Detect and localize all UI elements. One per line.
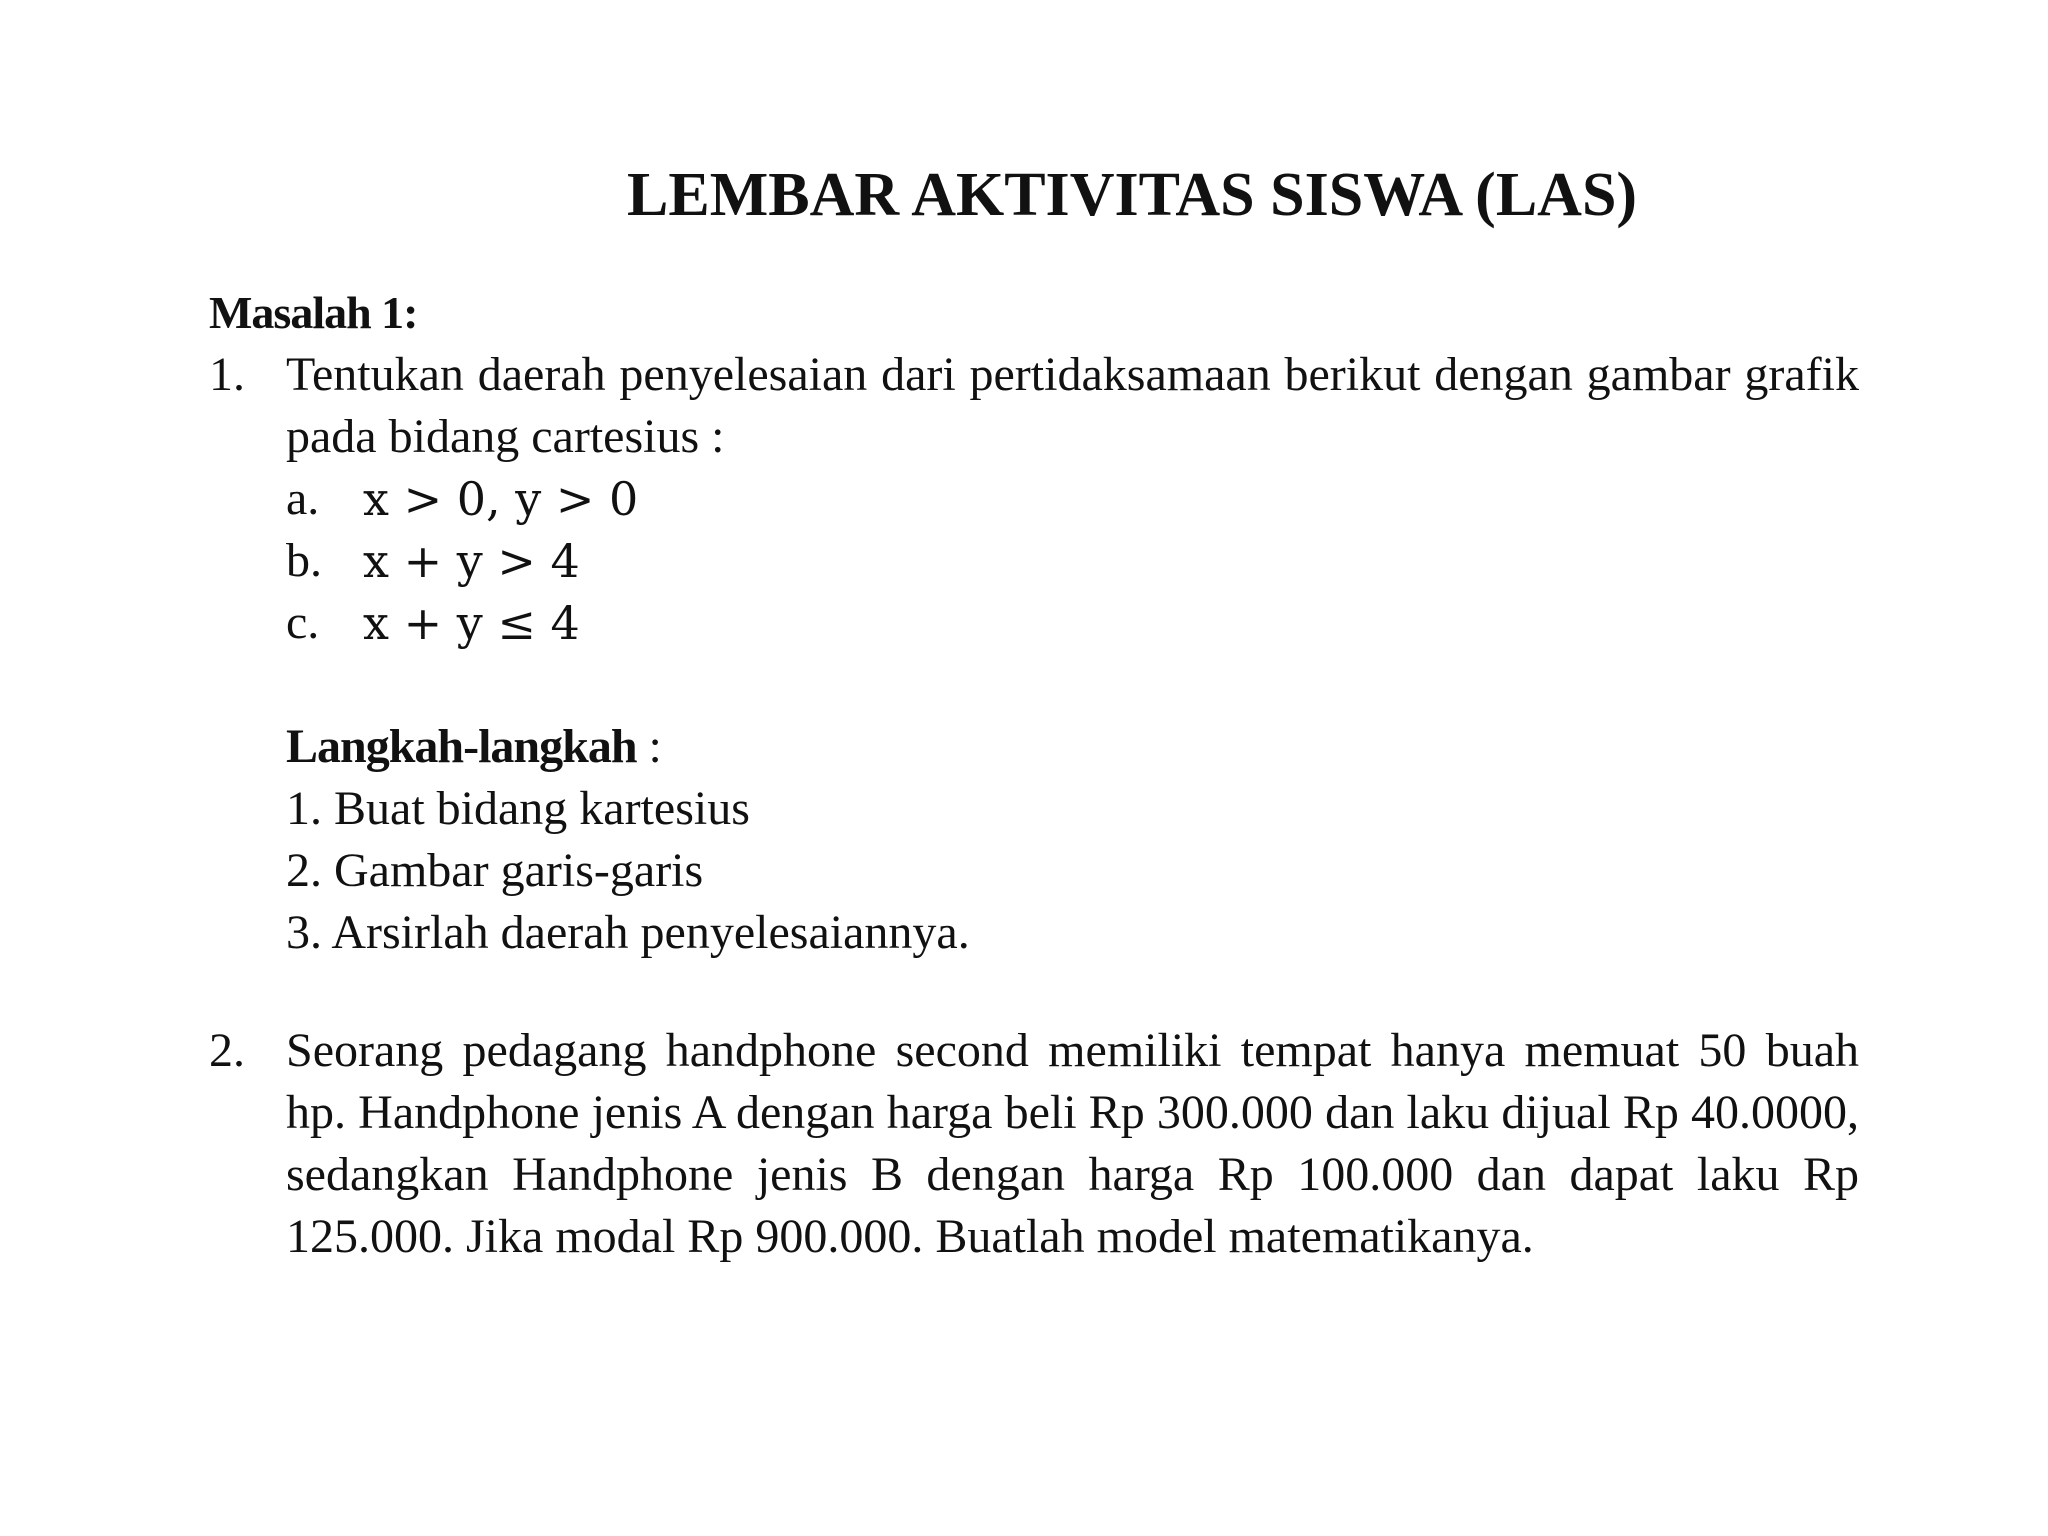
step-2: 2. Gambar garis-garis — [286, 844, 704, 897]
problem-2-text: Seorang pedagang handphone second memiliki tempat hanya memuat 50 buah hp. Handphone jenis A dengan harga beli Rp 300.000 dan laku dijual Rp 40.0000, sedangkan Handphone jenis B dengan harga Rp 100.000 dan dapat laku Rp 125.000. Jika modal Rp 900.000. Buatlah model matematikanya. — [286, 1024, 1859, 1263]
option-a-expression: x > 0, y > 0 — [363, 472, 639, 526]
option-b — [286, 530, 1859, 592]
step-3: 3. Arsirlah daerah penyelesaiannya. — [286, 906, 970, 959]
problem-2 — [209, 1020, 1859, 1268]
page-title: LEMBAR AKTIVITAS SISWA (LAS) — [627, 161, 1638, 229]
problem-1 — [209, 344, 1859, 964]
option-c — [286, 592, 1859, 654]
option-b-expression: x + y > 4 — [363, 534, 580, 588]
problem-1-text: Tentukan daerah penyelesaian dari pertidaksamaan berikut dengan gambar grafik pada bidang cartesius : — [286, 348, 1859, 463]
option-a — [286, 468, 1859, 530]
step-1: 1. Buat bidang kartesius — [286, 782, 750, 835]
option-b-label: b. — [286, 534, 322, 587]
problem-2-number: 2. — [209, 1024, 245, 1077]
problem-1-body — [286, 344, 1859, 964]
option-c-label: c. — [286, 596, 320, 649]
steps-heading — [286, 716, 1859, 778]
problem-1-number: 1. — [209, 348, 245, 401]
masalah-label: Masalah 1: — [209, 287, 418, 338]
option-list — [286, 468, 1859, 654]
option-c-expression: x + y ≤ 4 — [363, 596, 580, 650]
problem-2-body — [286, 1020, 1859, 1268]
steps-heading-colon: : — [636, 720, 662, 773]
steps-heading-text: Langkah-langkah — [286, 720, 637, 773]
option-a-label: a. — [286, 472, 320, 525]
